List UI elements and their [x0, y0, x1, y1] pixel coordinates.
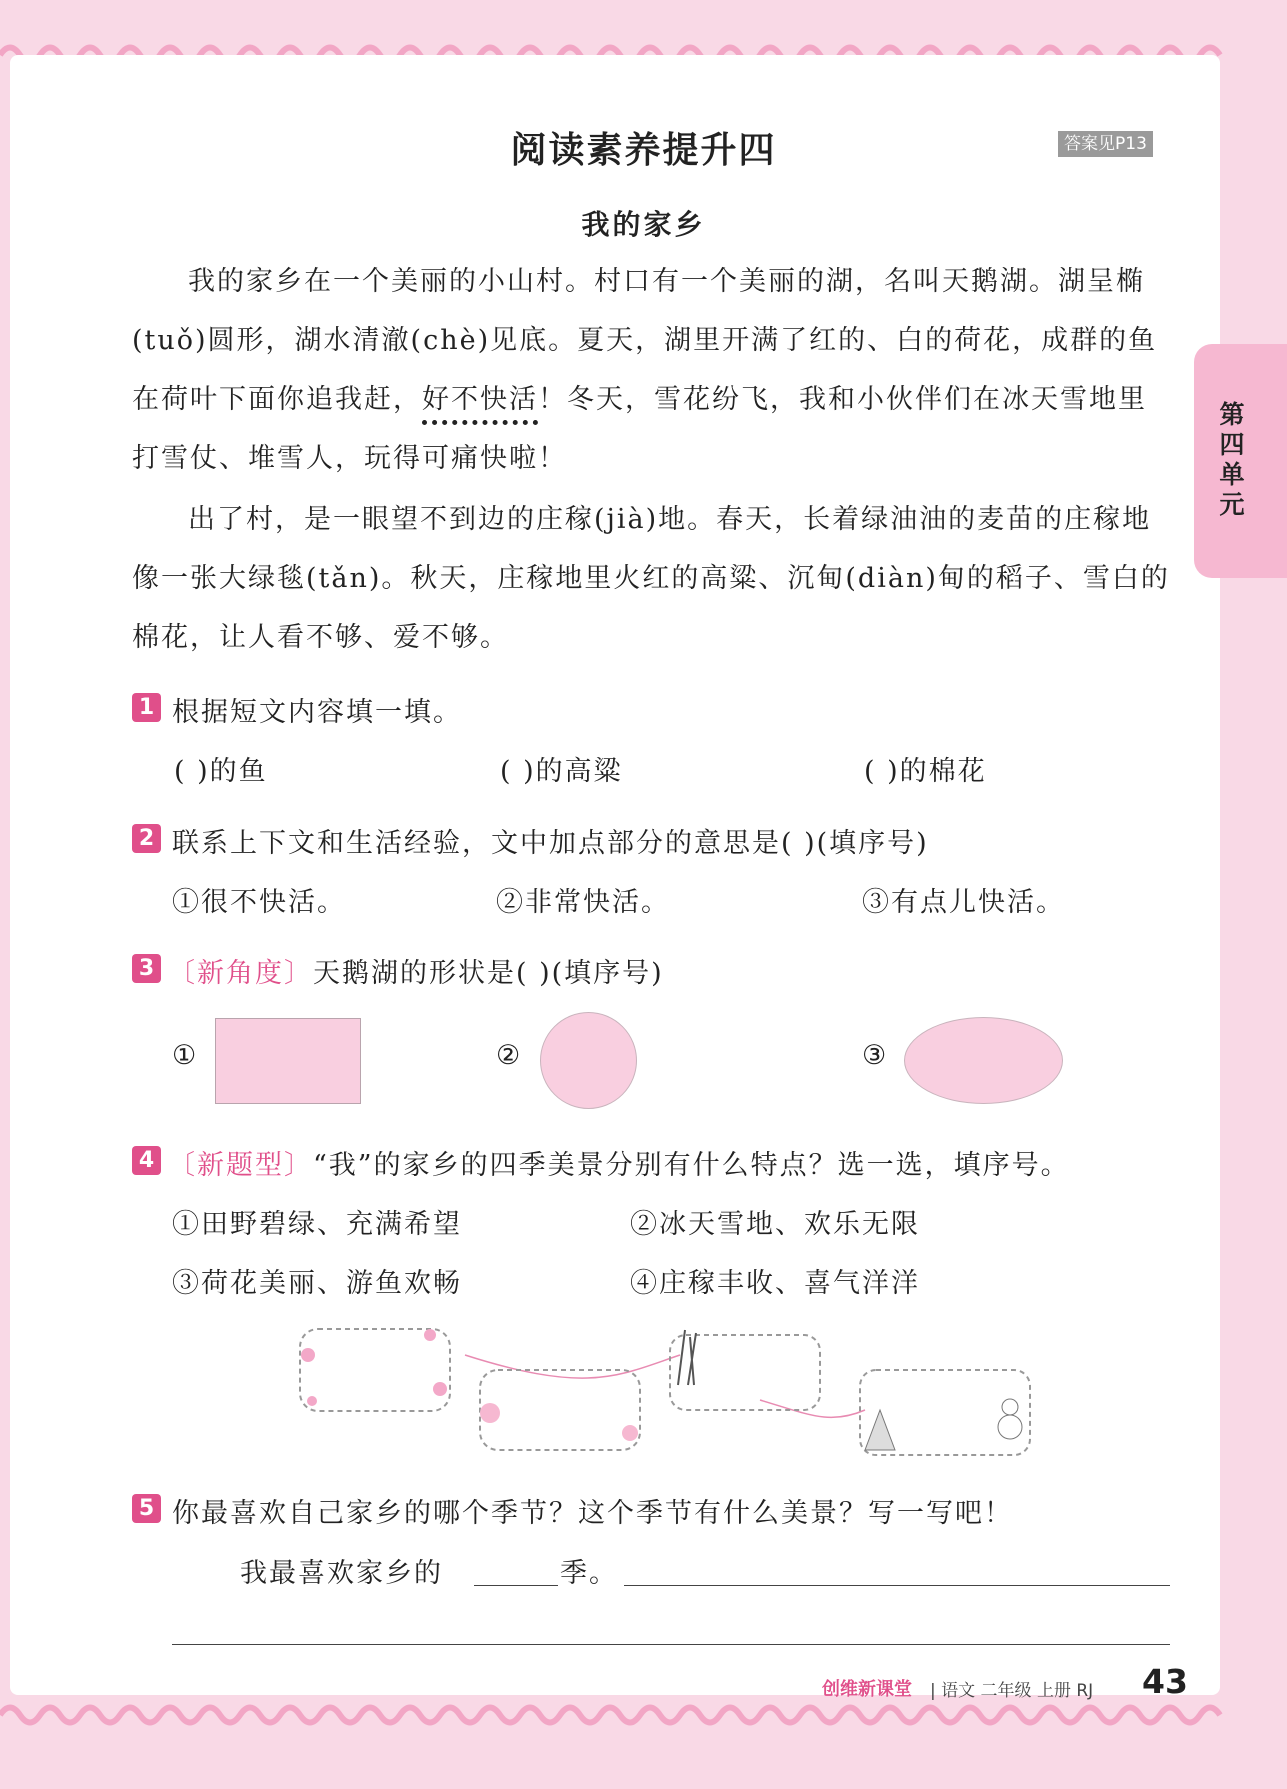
q4-option-2: ②冰天雪地、欢乐无限 — [630, 1209, 920, 1240]
question-1-text: 根据短文内容填一填。 — [172, 697, 462, 728]
q5-prompt-end: 季。 — [560, 1558, 618, 1589]
dotted-phrase: 好不快活 — [422, 384, 538, 415]
snow-tree-icon — [865, 1410, 895, 1450]
page-number: 43 — [1142, 1662, 1188, 1701]
passage-paragraph-1 — [132, 252, 1172, 488]
question-3-line — [168, 951, 664, 990]
passage-title: 我的家乡 — [581, 208, 706, 241]
q4-option-4: ④庄稼丰收、喜气洋洋 — [630, 1268, 920, 1299]
lotus-icon — [622, 1425, 638, 1441]
frame-summer[interactable] — [480, 1370, 640, 1450]
grain-icon — [678, 1330, 696, 1385]
question-number-3: 3 — [132, 954, 161, 983]
q3-option-2-label: ② — [496, 1040, 523, 1071]
passage-p1-part-a: 我的家乡在一个美丽的小山村。村口有一个美丽的湖，名叫天鹅湖。湖呈椭(tuǒ)圆形，湖水清澈(chè)见底。夏天，湖里开满了红的、白的荷花，成群的鱼在荷叶下面你追我赶， — [132, 266, 1158, 415]
q1-blank-cotton[interactable]: ( )的棉花 — [864, 756, 987, 787]
question-3-text: 天鹅湖的形状是( )(填序号) — [313, 958, 664, 989]
snowman-head-icon — [1002, 1399, 1018, 1415]
q4-option-3: ③荷花美丽、游鱼欢畅 — [172, 1268, 462, 1299]
passage-paragraph-2: 出了村，是一眼望不到边的庄稼(jià)地。春天，长着绿油油的麦苗的庄稼地像一张大绿毯(tǎn)。秋天，庄稼地里火红的高粱、沉甸(diàn)甸的稻子、雪白的棉花，让人看不够、爱不够。 — [132, 504, 1170, 653]
rectangle-shape — [215, 1018, 361, 1104]
q3-option-3-label: ③ — [862, 1040, 889, 1071]
question-3-tag: 〔新角度〕 — [168, 958, 313, 989]
season-answer-frames — [290, 1315, 1050, 1465]
page-title: 阅读素养提升四 — [510, 130, 777, 171]
ellipse-shape — [904, 1017, 1063, 1104]
question-number-2: 2 — [132, 824, 161, 853]
passage-p1-part-b: ！冬天，雪花纷飞，我和小伙伴们在冰天雪地里打雪仗、堆雪人，玩得可痛快啦！ — [132, 384, 1147, 474]
bottom-wave-border — [0, 1700, 1287, 1730]
question-4-text: “我”的家乡的四季美景分别有什么特点？选一选，填序号。 — [313, 1150, 1070, 1181]
flower-icon — [424, 1329, 436, 1341]
question-5-text: 你最喜欢自己家乡的哪个季节？这个季节有什么美景？写一写吧！ — [172, 1498, 1013, 1529]
q5-prompt-start: 我最喜欢家乡的 — [240, 1558, 443, 1589]
frame-spring[interactable] — [300, 1329, 450, 1411]
q4-option-1: ①田野碧绿、充满希望 — [172, 1209, 462, 1240]
footer-info: | 语文 二年级 上册 RJ — [930, 1681, 1094, 1701]
question-2-text: 联系上下文和生活经验，文中加点部分的意思是( )(填序号) — [172, 828, 929, 859]
footer-brand: 创维新课堂 — [822, 1679, 912, 1700]
writing-line-1[interactable] — [624, 1585, 1170, 1586]
unit-side-tab — [1194, 344, 1287, 578]
question-number-1: 1 — [132, 693, 161, 722]
season-answer-line[interactable] — [474, 1585, 558, 1586]
question-number-5: 5 — [132, 1494, 161, 1523]
flower-icon — [433, 1382, 447, 1396]
circle-shape — [540, 1012, 637, 1109]
flower-icon — [307, 1396, 317, 1406]
question-4-tag: 〔新题型〕 — [168, 1150, 313, 1181]
writing-line-2[interactable] — [172, 1644, 1170, 1645]
q2-option-2: ②非常快活。 — [496, 887, 670, 918]
lotus-icon — [480, 1403, 500, 1423]
answer-reference-badge: 答案见P13 — [1058, 131, 1153, 157]
q1-blank-fish[interactable]: ( )的鱼 — [174, 756, 268, 787]
unit-side-tab-label: 第四单元 — [1219, 400, 1245, 519]
q2-option-1: ①很不快活。 — [172, 887, 346, 918]
connector-line-1 — [465, 1355, 680, 1378]
question-number-4: 4 — [132, 1146, 161, 1175]
flower-icon — [301, 1348, 315, 1362]
question-4-line — [168, 1143, 1070, 1182]
q1-blank-sorghum[interactable]: ( )的高粱 — [500, 756, 623, 787]
q2-option-3: ③有点儿快活。 — [862, 887, 1065, 918]
snowman-icon — [998, 1415, 1022, 1439]
q3-option-1-label: ① — [172, 1040, 199, 1071]
